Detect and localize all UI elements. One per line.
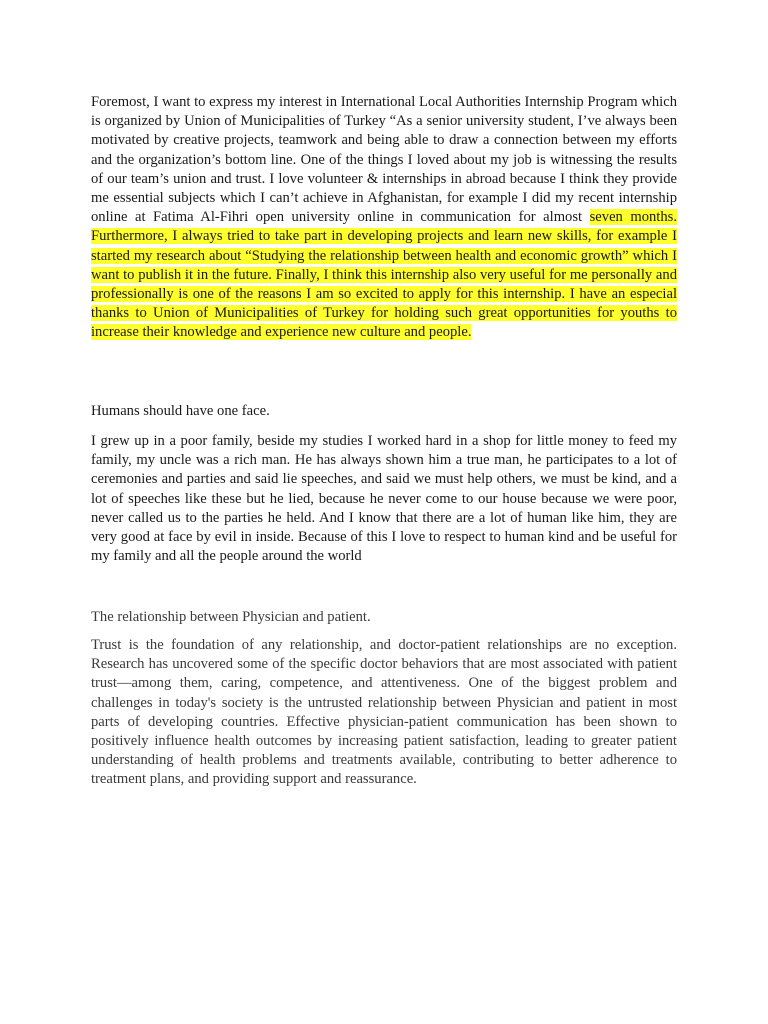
internship-interest-paragraph bbox=[91, 93, 677, 343]
paragraph-plain-text: Foremost, I want to express my interest in International Local Authorities Internship Program which is organized by Union of Municipalities of Turkey “As a senior university student, I’ve always been motivated by creative projects, teamwork and being able to draw a connection between my efforts and the organization’s bottom line. One of the things I loved about my job is witnessing the results of our team’s union and trust. I love volunteer & internships in abroad because I think they provide me essential subjects which I can’t achieve in Afghanistan, for example I did my recent internship online at Fatima Al-Fihri open university online in communication for almost bbox=[91, 94, 677, 226]
physician-patient-paragraph: Trust is the foundation of any relationship, and doctor-patient relationships are no exception. Research has uncovered some of the specific doctor behaviors that are most associated with patient trust—among them, caring, competence, and attentiveness. One of the biggest problem and challenges in today's society is the untrusted relationship between Physician and patient in most parts of developing countries. Effective physician-patient communication has been shown to positively influence health outcomes by increasing patient satisfaction, leading to greater patient understanding of health problems and treatments available, contributing to better adherence to treatment plans, and providing support and reassurance. bbox=[91, 637, 677, 788]
section-heading-one-face: Humans should have one face. bbox=[91, 403, 270, 419]
section-heading-physician-patient: The relationship between Physician and patient. bbox=[91, 609, 371, 625]
highlighted-text: seven months. Furthermore, I always tried to take part in developing projects and learn new skills, for example I started my research about “Studying the relationship between health and economic growth” which I want to publish it in the future. Finally, I think this internship also very useful for me personally and professionally is one of the reasons I am so excited to apply for this internship. I have an especial thanks to Union of Municipalities of Turkey for holding such great opportunities for youths to increase their knowledge and experience new culture and people. bbox=[91, 209, 677, 341]
one-face-paragraph: I grew up in a poor family, beside my studies I worked hard in a shop for little money to feed my family, my uncle was a rich man. He has always shown him a true man, he participates to a lot of ceremonies and parties and said lie speeches, and said we must help others, we must be kind, and a lot of speeches like these but he lied, because he never come to our house because we were poor, never called us to the parties he held. And I know that there are a lot of human like him, they are very good at face by evil in inside. Because of this I love to respect to human kind and be useful for my family and all the people around the world bbox=[91, 433, 677, 565]
